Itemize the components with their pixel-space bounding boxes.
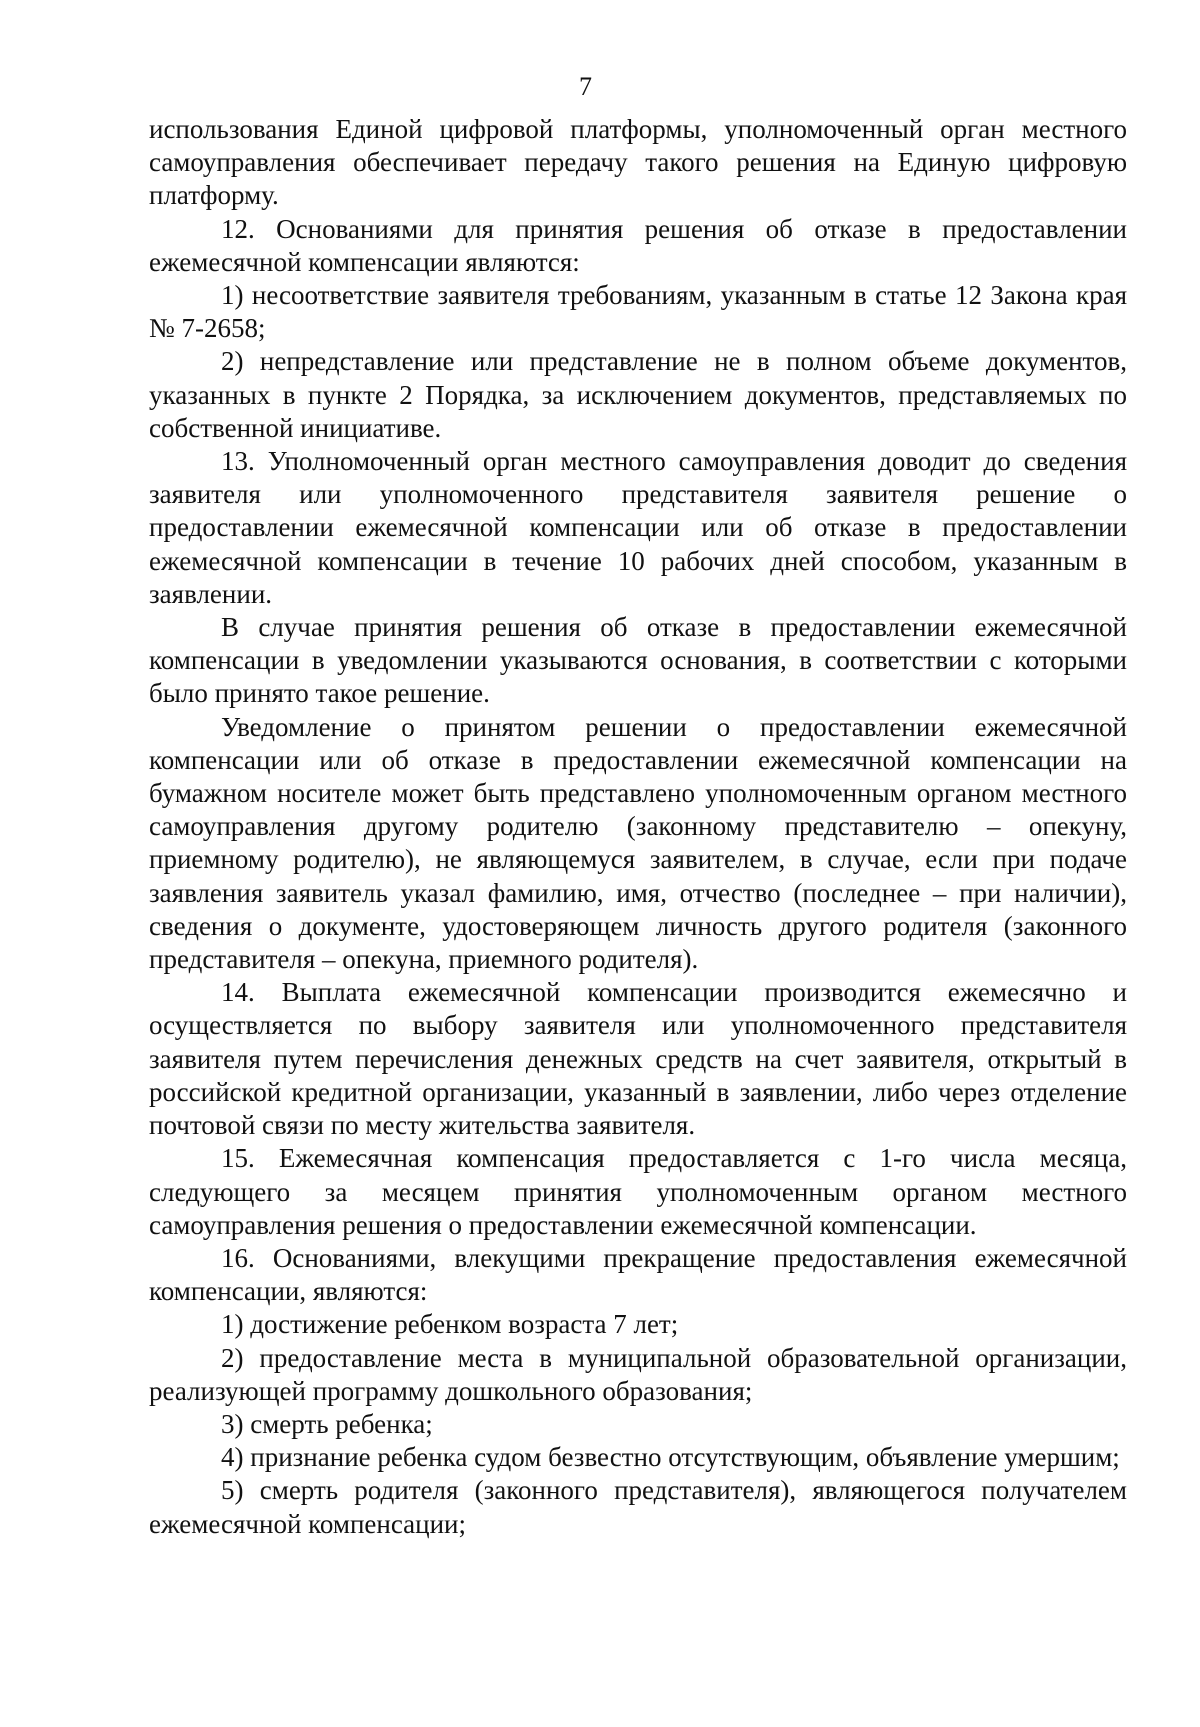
paragraph-item-16-2: 2) предоставление места в муниципальной образовательной организации, реализующей программу дошкольного образования; — [149, 1342, 1127, 1406]
paragraph-item-16-3: 3) смерть ребенка; — [221, 1408, 433, 1439]
document-body — [149, 113, 1127, 1541]
paragraph-item-16-4: 4) признание ребенка судом безвестно отсутствующим, объявление умершим; — [221, 1442, 1120, 1473]
paragraph-item-12: 12. Основаниями для принятия решения об отказе в предоставлении ежемесячной компенсации являются: — [149, 213, 1127, 277]
paragraph-item-16-1: 1) достижение ребенком возраста 7 лет; — [221, 1309, 679, 1340]
paragraph-item-15: 15. Ежемесячная компенсация предоставляется с 1-го числа месяца, следующего за месяцем принятия уполномоченным органом местного самоуправления решения о предоставлении ежемесячной компенсации. — [149, 1143, 1127, 1240]
paragraph-item-16: 16. Основаниями, влекущими прекращение предоставления ежемесячной компенсации, являются: — [149, 1242, 1127, 1307]
paragraph-item-13: 13. Уполномоченный орган местного самоуправления доводит до сведения заявителя или уполномоченного представителя заявителя решение о предоставлении ежемесячной компенсации или об отказе в предоставлении ежемесячной компенсации в течение 10 рабочих дней способом, указанным в заявлении. — [149, 446, 1127, 609]
page-number: 7 — [579, 72, 592, 101]
paragraph-item-16-5: 5) смерть родителя (законного представителя), являющегося получателем ежемесячной компенсации; — [149, 1475, 1127, 1539]
paragraph-continuation: использования Единой цифровой платформы, уполномоченный орган местного самоуправления обеспечивает передачу такого решения на Единую цифровую платформу. — [149, 114, 1127, 211]
paragraph-item-13-notification: Уведомление о принятом решении о предоставлении ежемесячной компенсации или об отказе в предоставлении ежемесячной компенсации на бумажном носителе может быть представлено уполномоченным органом местного самоуправления другому родителю (законному представителю – опекуну, приемному родителю), не являющемуся заявителем, в случае, если при подаче заявления заявитель указал фамилию, имя, отчество (последнее – при наличии), сведения о документе, удостоверяющем личность другого родителя (законного представителя – опекуна, приемного родителя). — [149, 711, 1127, 975]
paragraph-item-12-1: 1) несоответствие заявителя требованиям, указанным в статье 12 Закона края № 7-2658; — [149, 280, 1127, 344]
paragraph-item-13-refusal: В случае принятия решения об отказе в предоставлении ежемесячной компенсации в уведомлении указываются основания, в соответствии с которыми было принято такое решение. — [149, 612, 1127, 709]
paragraph-item-14: 14. Выплата ежемесячной компенсации производится ежемесячно и осуществляется по выбору заявителя или уполномоченного представителя заявителя путем перечисления денежных средств на счет заявителя, открытый в российской кредитной организации, указанный в заявлении, либо через отделение почтовой связи по месту жительства заявителя. — [149, 977, 1127, 1141]
paragraph-item-12-2: 2) непредставление или представление не в полном объеме документов, указанных в пункте 2 Порядка, за исключением документов, представляемых по собственной инициативе. — [149, 346, 1127, 443]
